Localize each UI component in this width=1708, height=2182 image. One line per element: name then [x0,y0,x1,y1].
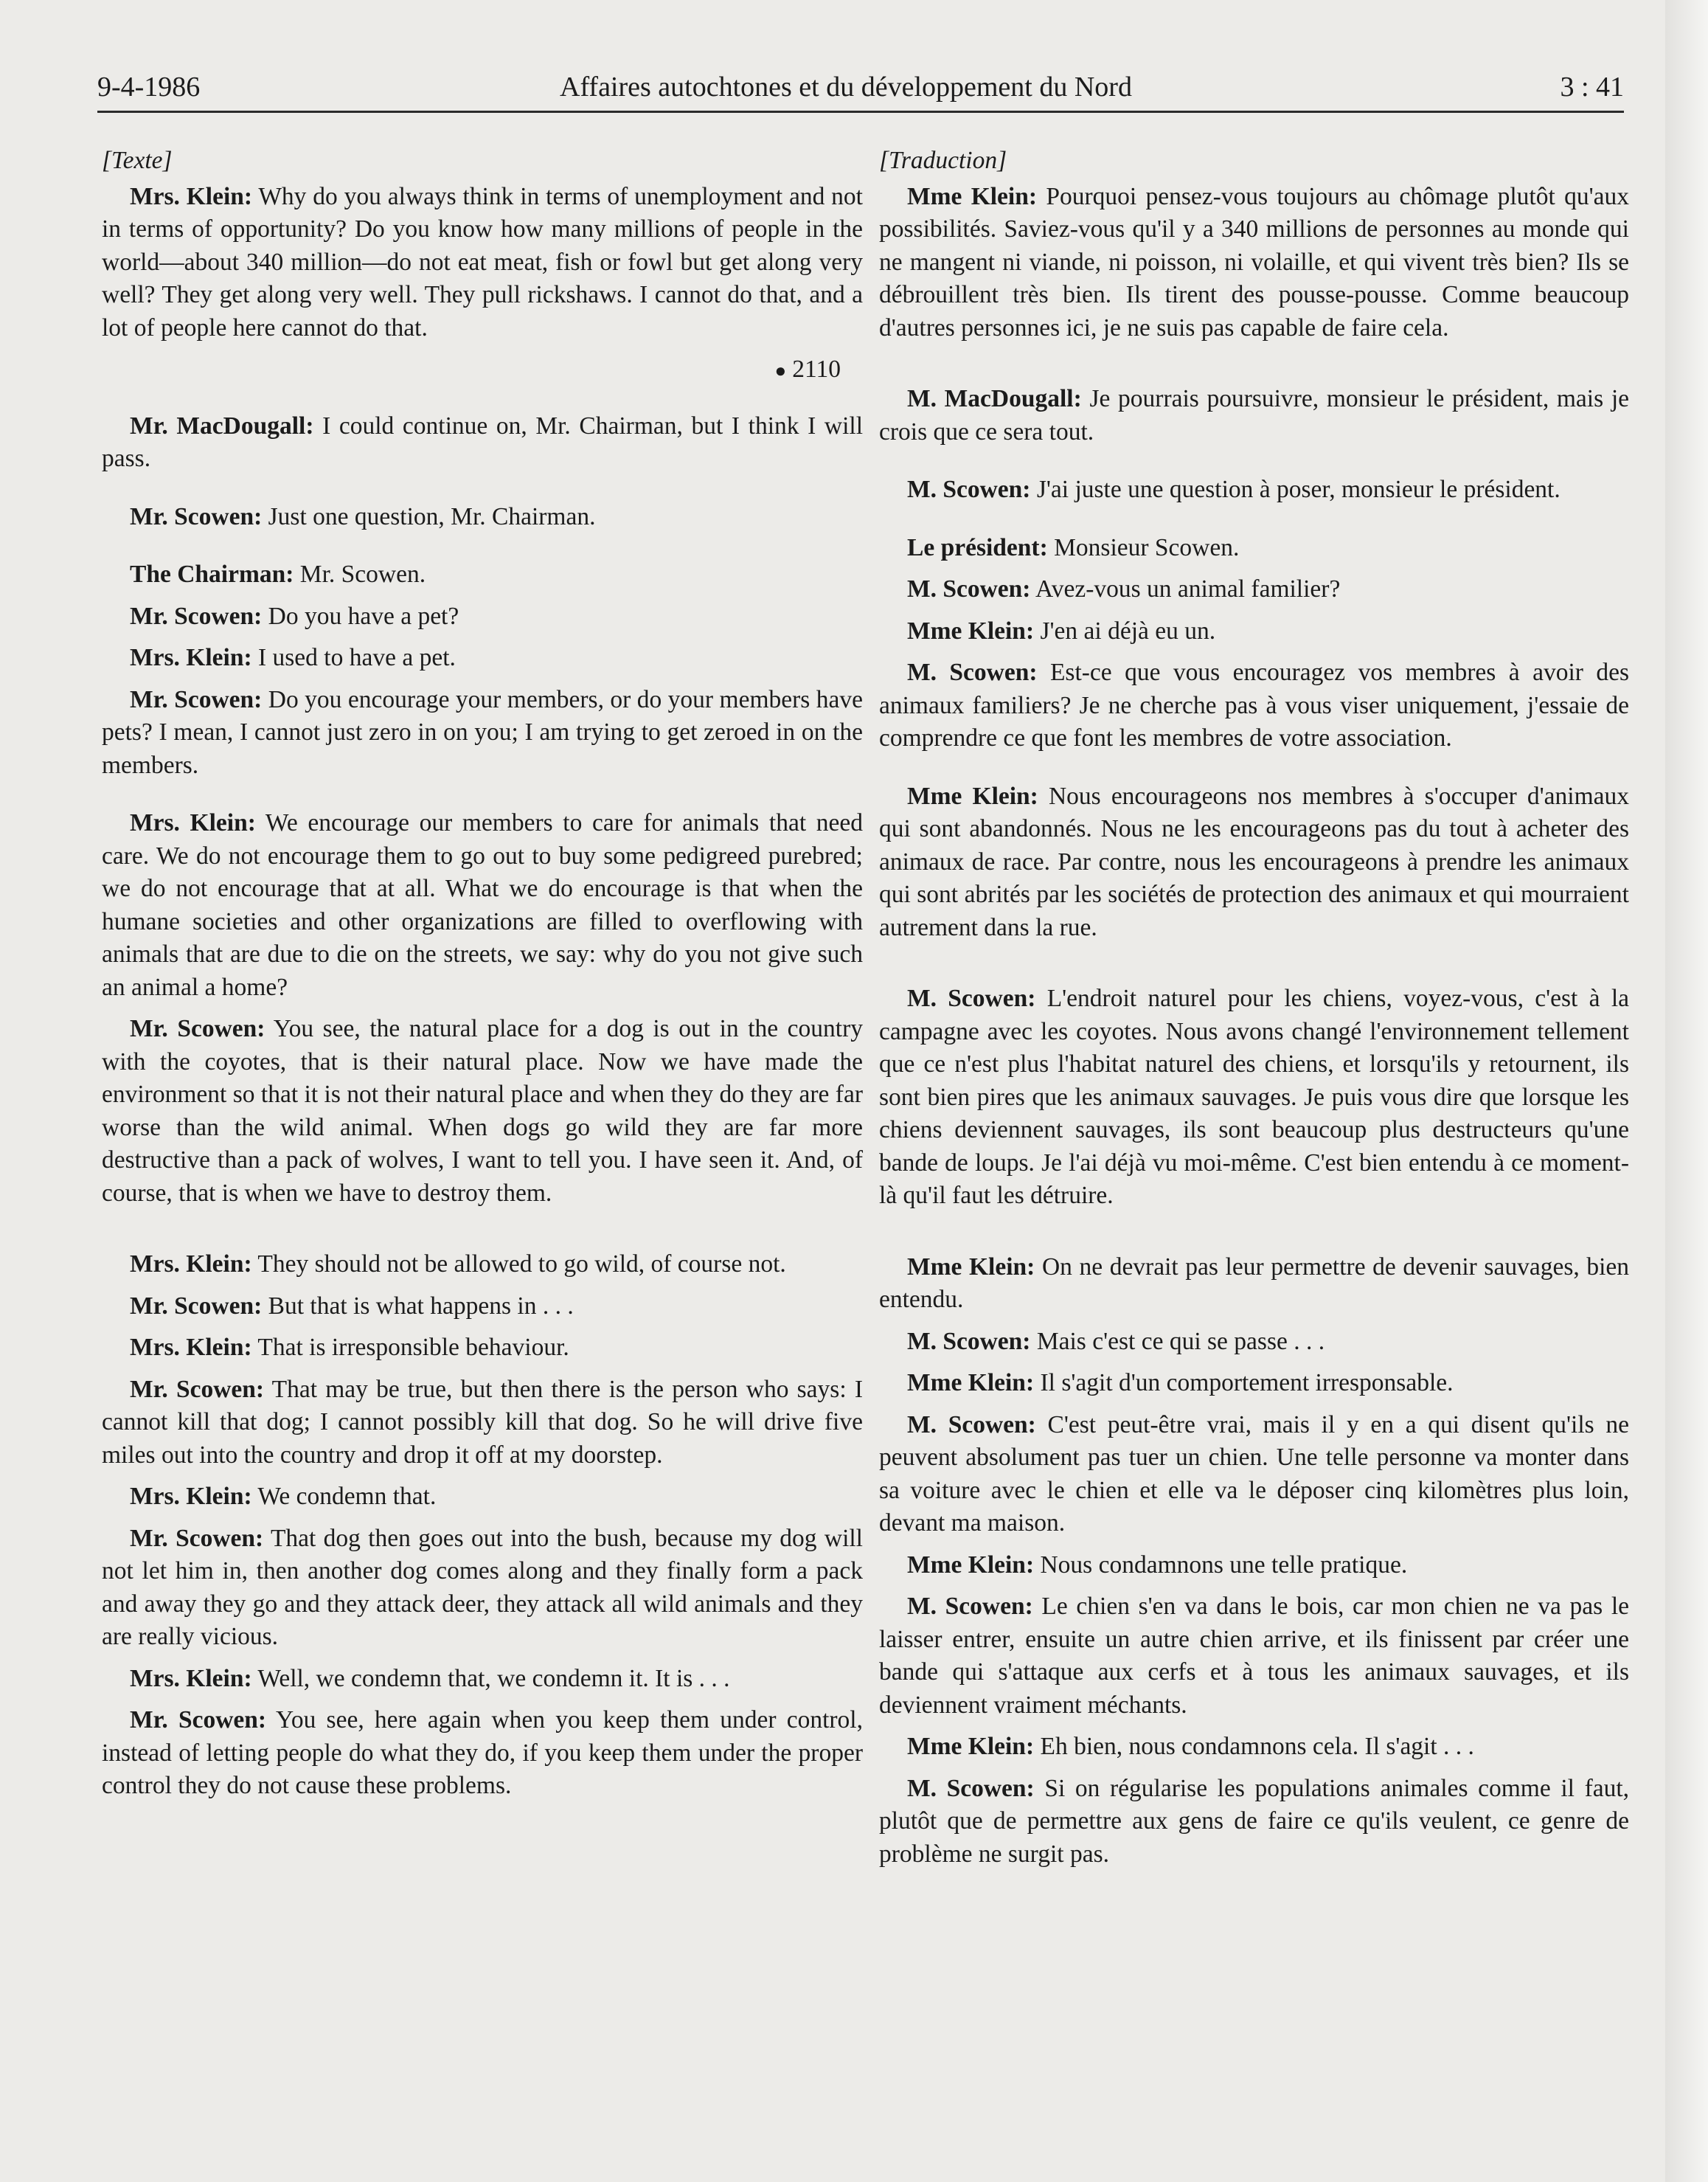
language-tag: [Texte] [102,147,173,174]
header-title: Affaires autochtones et du développement du Nord [560,72,1132,103]
page-edge-shadow [1665,0,1708,2182]
transcript-paragraph: Mr. Scowen: That dog then goes out into the bush, because my dog will not let him in, then another dog comes along and they finally form a pack and away they go and they attack deer, they attack all wild animals and they are really vicious. [102,1524,863,1651]
transcript-paragraph: Mme Klein: J'en ai déjà eu un. [907,617,1216,645]
transcript-paragraph: Mr. Scowen: You see, the natural place for a dog is out in the country with the coyotes, that is their natural place. Now we have made the environment so that it is not their natural place and when they do they are far worse than the wild animal. When dogs go wild they are far more destructive than a pack of wolves, I want to tell you. I have seen it. And, of course, that is when we have to destroy them. [102,1015,863,1207]
transcript-paragraph: M. Scowen: J'ai juste une question à poser, monsieur le président. [907,476,1561,503]
transcript-paragraph: M. Scowen: Si on régularise les populations animales comme il faut, plutôt que de permettre aux gens de faire ce qu'ils veulent, ce genre de problème ne surgit pas. [879,1774,1630,1868]
transcript-paragraph: Mme Klein: Eh bien, nous condamnons cela. Il s'agit . . . [907,1733,1474,1760]
transcript-paragraph: Mrs. Klein: We condemn that. [130,1483,437,1511]
transcript-paragraph: Mrs. Klein: Well, we condemn that, we condemn it. It is . . . [130,1664,730,1692]
transcript-paragraph: M. MacDougall: Je pourrais poursuivre, monsieur le président, mais je crois que ce sera tout. [879,385,1630,446]
transcript-paragraph: Mrs. Klein: That is irresponsible behaviour. [130,1334,569,1362]
transcript-paragraph: M. Scowen: Le chien s'en va dans le bois, car mon chien ne va pas le laisser entrer, ensuite un autre chien arrive, et ils finissent par créer une bande qui s'attaque aux cerfs et à tous les animaux sauvages, et ils deviennent vraiment méchants. [879,1593,1629,1719]
transcript-paragraph: Mr. Scowen: That may be true, but then there is the person who says: I cannot kill that dog; I cannot possibly kill that dog. So he will drive five miles out into the country and drop it off at my doorstep. [102,1375,863,1469]
transcript-paragraph: M. Scowen: Avez-vous un animal familier? [907,575,1341,603]
transcript-paragraph: Mrs. Klein: We encourage our members to care for animals that need care. We do not encourage them to go out to buy some pedigreed purebred; we do not encourage that at all. What we do encourage is that when the humane societies and other organizations are filled to overflowing with animals that are due to die on the streets, we say: why do you not give such an animal a home? [102,809,863,1001]
english-column [102,145,863,1812]
transcript-paragraph: Mme Klein: Nous encourageons nos membres à s'occuper d'animaux qui sont abandonnés. Nous ne les encourageons pas du tout à acheter des animaux de race. Par contre, nous les encourageons à prendre les animaux qui sont abrités par les sociétés de protection des animaux et qui mourraient autrement dans la rue. [879,782,1629,941]
transcript-paragraph: Mr. Scowen: You see, here again when you keep them under control, instead of letting people do what they do, if you keep them under the proper control they do not cause these problems. [102,1706,863,1800]
transcript-paragraph: Mrs. Klein: I used to have a pet. [130,644,456,672]
language-tag: [Traduction] [879,147,1007,174]
bullet-icon: ● [774,360,787,382]
transcript-paragraph: Mr. Scowen: Just one question, Mr. Chairman. [130,502,596,530]
header-rule [97,111,1624,113]
transcript-paragraph: Mr. MacDougall: I could continue on, Mr. Chairman, but I think I will pass. [102,412,864,473]
transcript-paragraph: M. Scowen: C'est peut-être vrai, mais il y en a qui disent qu'ils ne peuvent absolument pas tuer un chien. Une telle personne va monter dans sa voiture avec le chien et elle va le déposer cinq kilomètres plus loin, devant ma maison. [879,1410,1630,1537]
time-marker: ● 2110 [774,356,841,383]
transcript-paragraph: Mme Klein: Nous condamnons une telle pratique. [907,1551,1408,1579]
transcript-paragraph: Mrs. Klein: Why do you always think in terms of unemployment and not in terms of opportunity? Do you know how many millions of people in the world—about 340 million—do not eat meat, fish or fowl but get along very well? They get along very well. They pull rickshaws. I cannot do that, and a lot of people here cannot do that. [102,182,863,342]
transcript-paragraph: Mr. Scowen: Do you encourage your members, or do your members have pets? I mean, I cannot just zero in on you; I am trying to get zeroed in on the members. [102,685,864,779]
transcript-paragraph: M. Scowen: Est-ce que vous encouragez vos membres à avoir des animaux familiers? Je ne cherche pas à vous viser uniquement, j'essaie de comprendre ce que font les membres de votre association. [879,659,1630,752]
header-page-number: 3 : 41 [1560,72,1624,103]
header-date: 9-4-1986 [97,72,201,103]
transcript-paragraph: Le président: Monsieur Scowen. [907,533,1240,561]
transcript-paragraph: Mme Klein: Pourquoi pensez-vous toujours au chômage plutôt qu'aux possibilités. Saviez-vous qu'il y a 340 millions de personnes au monde qui ne mangent ni viande, ni poisson, ni volaille, et qui vivent très bien? Ils se débrouillent très bien. Ils tirent des pousse-pousse. Comme beaucoup d'autres personnes ici, je ne suis pas capable de faire cela. [879,182,1629,342]
transcript-paragraph: Mr. Scowen: But that is what happens in . . . [130,1292,574,1320]
transcript-paragraph: Mr. Scowen: Do you have a pet? [130,602,459,630]
transcript-paragraph: Mrs. Klein: They should not be allowed to go wild, of course not. [130,1250,786,1278]
transcript-paragraph: M. Scowen: Mais c'est ce qui se passe . . . [907,1327,1325,1355]
transcript-paragraph: The Chairman: Mr. Scowen. [130,561,426,589]
transcript-paragraph: M. Scowen: L'endroit naturel pour les chiens, voyez-vous, c'est à la campagne avec les coyotes. Nous avons changé l'environnement tellement que ce n'est plus l'habitat naturel des chiens, et lorsqu'ils y retournent, ils sont bien pires que les animaux sauvages. Je puis vous dire que lorsque les chiens deviennent sauvages, ils sont beaucoup plus destructeurs qu'une bande de loups. Je l'ai déjà vu moi-même. C'est bien entendu à ce moment-là qu'il faut les détruire. [879,985,1629,1209]
transcript-paragraph: Mme Klein: On ne devrait pas leur permettre de devenir sauvages, bien entendu. [879,1253,1630,1313]
transcript-paragraph: Mme Klein: Il s'agit d'un comportement irresponsable. [907,1369,1454,1396]
french-column [879,145,1629,1880]
page-header [97,71,1624,109]
